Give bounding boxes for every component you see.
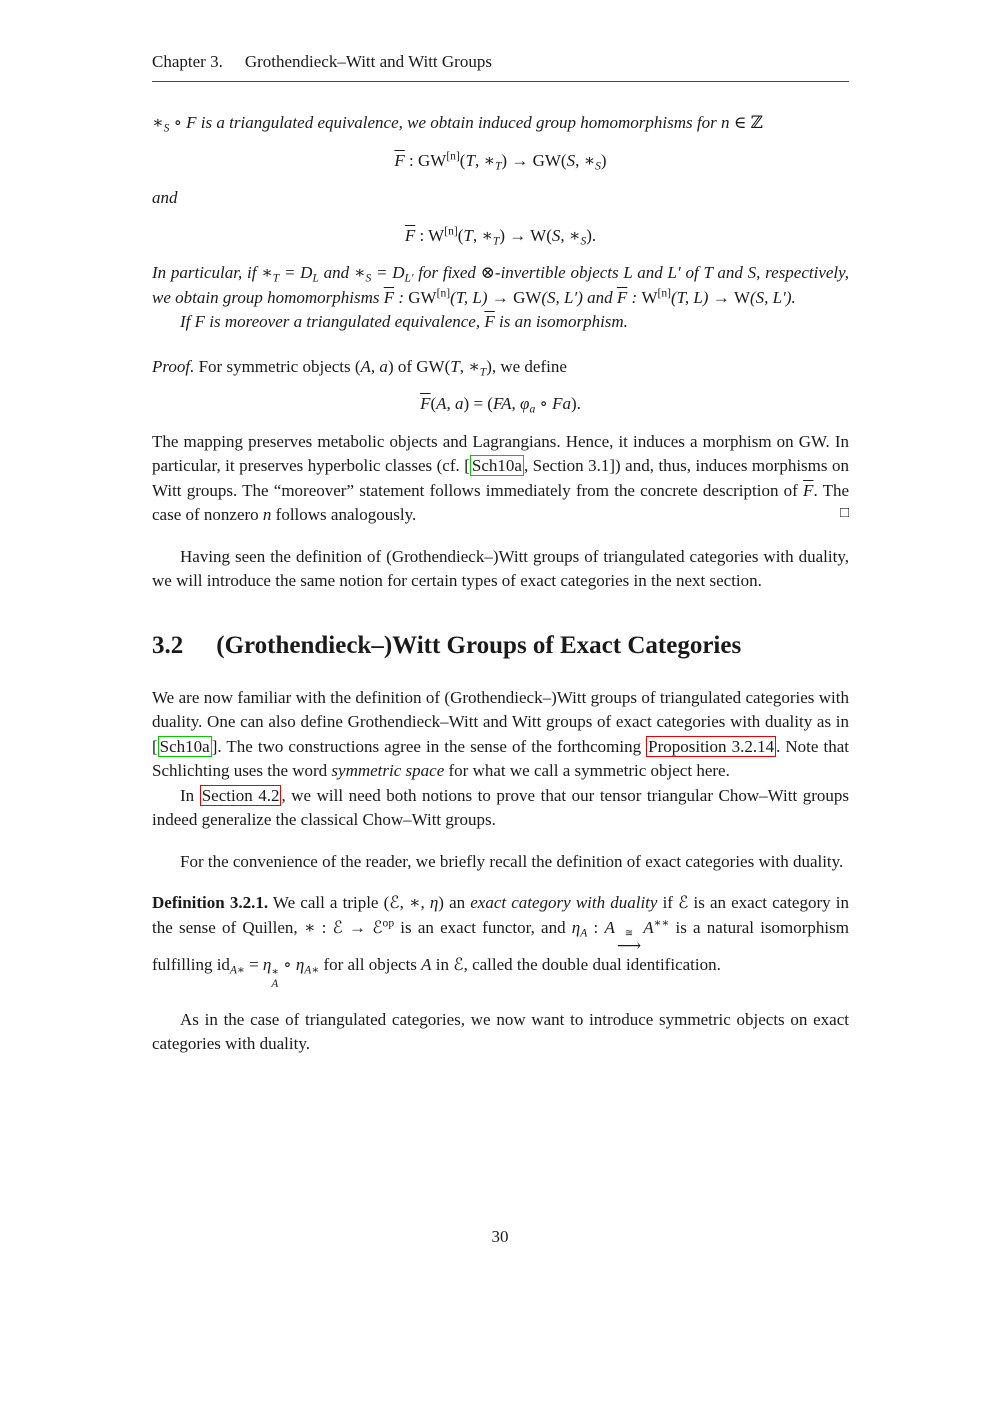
- moreover-paragraph: [152, 310, 849, 334]
- text-run: ) → W(: [499, 225, 552, 245]
- subscript: T: [479, 365, 487, 379]
- term-exact-category-with-duality: exact category with duality: [470, 893, 658, 913]
- superscript: [n]: [446, 149, 460, 163]
- text-run: In: [180, 785, 200, 805]
- text-run: ) = (: [463, 394, 493, 414]
- text-run: is an exact category in the sense of Quillen, ∗ :: [152, 893, 849, 937]
- text-run: (: [457, 225, 464, 245]
- fbar: $\overline{F}$: [616, 287, 628, 307]
- text-run: :: [394, 287, 409, 307]
- text-run: FA: [492, 394, 512, 414]
- text-run: , ∗: [560, 225, 581, 245]
- having-seen-paragraph: Having seen the definition of (Grothendieck–)Witt groups of triangulated categories with duality, we will introduce the same notion for certain types of exact categories in the next section.: [152, 546, 849, 591]
- ref-link-proposition-3-2-14[interactable]: Proposition 3.2.14: [648, 736, 775, 756]
- as-in-paragraph: As in the case of triangulated categories, we now want to introduce symmetric objects on exact categories with duality.: [152, 1009, 849, 1054]
- text-run: ): [600, 150, 607, 170]
- subscript: S: [580, 234, 587, 248]
- text-run: , ∗,: [399, 893, 430, 913]
- subscript: T: [272, 271, 280, 285]
- text-run: →: [342, 917, 373, 937]
- proof-label: Proof.: [152, 356, 195, 376]
- text-run: (T, L) →: [450, 287, 514, 307]
- cal-S: S: [551, 225, 561, 245]
- script-E: ℰ: [453, 954, 464, 974]
- text-run: = D: [279, 263, 313, 283]
- text-run: (S, L′) and: [541, 287, 617, 307]
- qed-square: □: [839, 505, 849, 522]
- text-run: :: [587, 917, 605, 937]
- subscript: a: [529, 402, 536, 416]
- superscript: [n]: [444, 224, 458, 238]
- fbar: $\overline{F}$: [803, 480, 814, 500]
- text-run: (: [459, 150, 466, 170]
- section-title: (Grothendieck–)Witt Groups of Exact Categories: [216, 631, 742, 659]
- cong-symbol: ≅: [624, 927, 634, 939]
- text-run: =: [244, 954, 263, 974]
- fbar: $\overline{F}$: [484, 312, 495, 332]
- text-run: For symmetric objects (: [194, 356, 361, 376]
- text-run: is an exact functor, and: [394, 917, 572, 937]
- page-number: 30: [491, 1227, 509, 1246]
- section-number: 3.2: [152, 631, 184, 659]
- text-run: ).: [570, 394, 581, 414]
- text-run: ), we define: [486, 356, 567, 376]
- text-run: is a natural isomorphism fulfilling id: [152, 917, 849, 974]
- subscript: S: [595, 159, 601, 173]
- var-A: A: [604, 917, 615, 937]
- text-run: If F is moreover a triangulated equivalence,: [180, 312, 485, 332]
- subscript: A∗: [229, 963, 245, 977]
- subscript: T: [492, 234, 500, 248]
- subscript: L′: [404, 271, 414, 285]
- fbar: $\overline{F}$: [394, 150, 405, 170]
- text-run: = D: [371, 263, 405, 283]
- phi: φ: [520, 394, 530, 414]
- cal-T: T: [463, 225, 473, 245]
- text-run: ∘: [535, 394, 553, 414]
- cal-T: T: [450, 356, 460, 376]
- display-equation-gw: [152, 149, 849, 173]
- script-E: ℰ: [332, 917, 343, 937]
- superscript: op: [382, 916, 395, 930]
- text-run: , Section 3.1]) and, thus, induces morphisms on Witt groups. The “moreover” statement follows immediately from the concrete description of: [152, 456, 849, 500]
- text-run: in: [431, 954, 454, 974]
- script-E: ℰ: [372, 917, 383, 937]
- sup-sub-stack: [271, 967, 279, 991]
- eta: η: [295, 954, 305, 974]
- arrow-symbol: ⟶: [616, 936, 642, 956]
- text-run: ∘ F is a triangulated equivalence, we obtain induced group homomorphisms for n ∈: [169, 113, 751, 133]
- script-E: ℰ: [678, 893, 689, 913]
- text-run: ,: [511, 394, 521, 414]
- text-run: We are now familiar with the definition of (Grothendieck–)Witt groups of triangulated categories with duality. One can also define Grothendieck–Witt and Witt groups of exact categories with duality as in [: [152, 687, 849, 756]
- text-run: A, a: [360, 356, 388, 376]
- eta: η: [262, 954, 272, 974]
- convenience-paragraph: For the convenience of the reader, we briefly recall the definition of exact categories with duality.: [180, 851, 844, 871]
- term-symmetric-space: symmetric space: [331, 761, 445, 781]
- eta: η: [571, 917, 581, 937]
- eta: η: [429, 893, 439, 913]
- fbar: $\overline{F}$: [383, 287, 395, 307]
- subscript: L: [312, 271, 319, 285]
- text-run: S: [163, 121, 170, 135]
- text-run: , ∗: [474, 150, 495, 170]
- cal-T: T: [465, 150, 475, 170]
- superscript: [n]: [436, 286, 451, 300]
- text-run: W: [641, 287, 658, 307]
- text-run: ) an: [438, 893, 471, 913]
- text-run: , called the double dual identification.: [463, 954, 721, 974]
- cong-arrow: [616, 927, 642, 956]
- text-run: : GW: [404, 150, 447, 170]
- text-run: for what we call a symmetric object here.: [444, 761, 730, 781]
- text-run: if: [657, 893, 679, 913]
- superscript: [n]: [657, 286, 671, 300]
- text-run: ) of GW(: [387, 356, 451, 376]
- definition-label: Definition 3.2.1.: [152, 893, 269, 913]
- cal-S: S: [566, 150, 576, 170]
- chapter-number: Chapter 3.: [152, 52, 223, 71]
- star-symbol: ∗: [271, 966, 279, 979]
- citation-link-sch10a[interactable]: Sch10a: [471, 456, 522, 476]
- display-equation-w: [152, 224, 849, 248]
- text-run: We call a triple (: [268, 893, 390, 913]
- text-run: : W: [415, 225, 445, 245]
- subscript: T: [495, 159, 502, 173]
- text-run: follows analogously.: [271, 505, 417, 525]
- text-run: . The case of nonzero: [152, 480, 850, 525]
- in-particular-paragraph: [152, 261, 849, 310]
- text-run: . Note that Schlichting uses the word: [152, 736, 849, 781]
- text-run: ℤ: [750, 113, 764, 133]
- text-run: , ∗: [472, 225, 493, 245]
- proof-paragraph: [152, 355, 849, 379]
- text-run: , we will need both notions to prove that our tensor triangular Chow–Witt groups indeed generalize the classical Chow–Witt groups.: [152, 785, 849, 830]
- subscript: A: [580, 925, 588, 939]
- text-run: (: [430, 394, 437, 414]
- intro-paragraph: [152, 111, 849, 135]
- var-A: A: [643, 917, 654, 937]
- citation-link-sch10a[interactable]: Sch10a: [159, 736, 210, 756]
- familiar-paragraph: [152, 686, 849, 784]
- text-run: for fixed ⊗-invertible objects L and L′ of T and S, respectively, we obtain group homomorphisms: [152, 263, 850, 307]
- text-run: , ∗: [575, 150, 596, 170]
- proof-body-paragraph: [152, 430, 849, 528]
- text-column: [152, 50, 849, 1057]
- text-run: ∘: [279, 954, 296, 974]
- display-equation-fbar: [152, 392, 849, 416]
- running-header: [152, 50, 849, 74]
- text-run: ).: [586, 225, 597, 245]
- text-run: GW: [513, 287, 542, 307]
- text-run: A, a: [436, 394, 464, 414]
- and-connector: and: [152, 188, 178, 208]
- subscript: S: [365, 271, 372, 285]
- var-n: n: [262, 505, 272, 525]
- fbar: $\overline{F}$: [404, 225, 416, 245]
- in-section-paragraph: [152, 784, 849, 833]
- text-run: and ∗: [318, 263, 366, 283]
- var-A: A: [421, 954, 432, 974]
- text-run: , ∗: [459, 356, 480, 376]
- ref-link-section-4-2[interactable]: Section 4.2: [201, 785, 280, 805]
- definition-paragraph: [152, 891, 849, 991]
- section-heading: [152, 628, 849, 664]
- text-run: for all objects: [319, 954, 422, 974]
- subscript: A∗: [304, 963, 320, 977]
- var-A: A: [271, 978, 279, 991]
- header-rule: [152, 81, 849, 82]
- text-run: Fa: [552, 394, 571, 414]
- text-run: (S, L′).: [750, 287, 796, 307]
- text-run: (T, L) →: [670, 287, 734, 307]
- fbar: $\overline{F}$: [420, 394, 431, 414]
- chapter-title: Grothendieck–Witt and Witt Groups: [244, 52, 492, 71]
- text-run: GW: [408, 287, 437, 307]
- text-run: is an isomorphism.: [494, 312, 628, 332]
- text-run: The mapping preserves metabolic objects and Lagrangians. Hence, it induces a morphism on GW. In particular, it preserves hyperbolic classes (cf. [: [152, 431, 849, 476]
- text-run: In particular, if ∗: [152, 263, 273, 283]
- script-E: ℰ: [389, 893, 400, 913]
- text-run: ∗: [152, 113, 164, 133]
- text-run: W: [733, 287, 750, 307]
- text-run: ]. The two constructions agree in the sense of the forthcoming: [211, 736, 647, 756]
- superscript: ∗∗: [653, 916, 670, 930]
- text-run: :: [627, 287, 642, 307]
- text-run: ) → GW(: [501, 150, 567, 170]
